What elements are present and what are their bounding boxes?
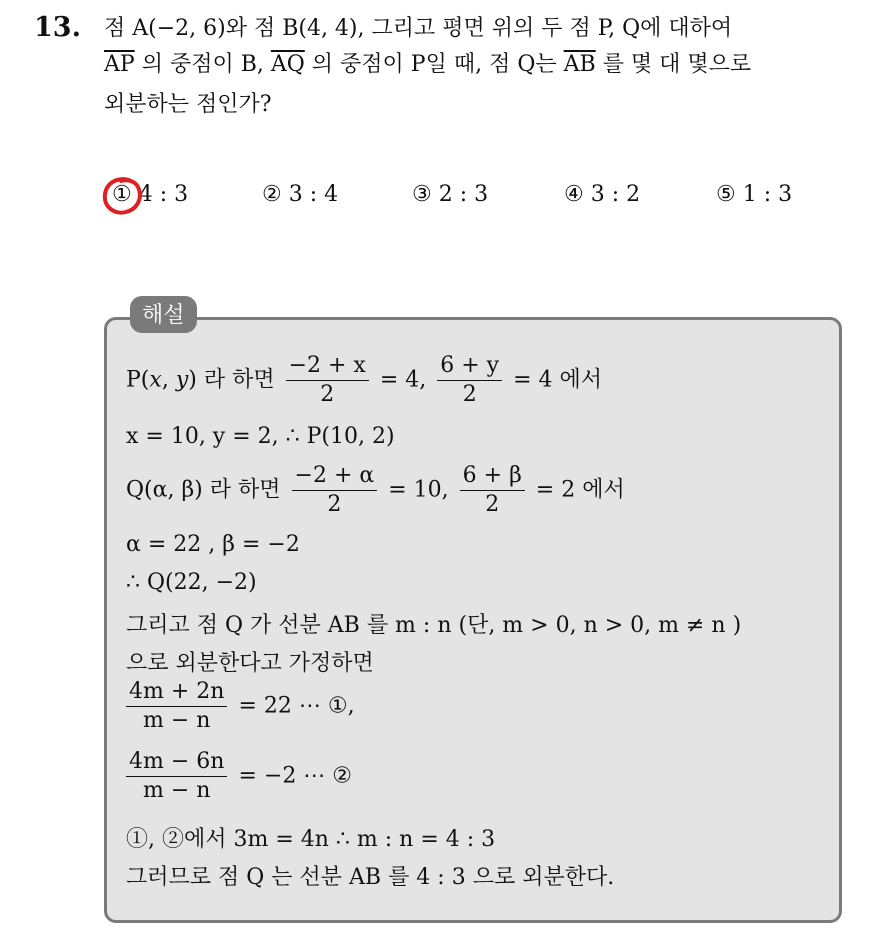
text: = 4 에서 — [513, 367, 603, 393]
text: ) 라 하면 — [188, 367, 275, 393]
segment-ab: $\overline{AB}$ — [563, 52, 596, 77]
choice-1[interactable]: ① 4 : 3 — [112, 182, 189, 207]
numerator: 4m − 6n — [126, 748, 227, 777]
denominator: 2 — [462, 382, 477, 407]
solution-label: 해설 — [130, 296, 197, 333]
solution-line-9 — [126, 748, 352, 805]
fraction — [437, 352, 502, 409]
choice-3[interactable]: ③ 2 : 3 — [412, 182, 489, 207]
choice-2[interactable]: ② 3 : 4 — [262, 182, 339, 207]
question-line-1: 점 A(−2, 6)와 점 B(4, 4), 그리고 평면 위의 두 점 P, Q에 대하여 — [104, 16, 733, 41]
text: = −2 ⋯ ② — [238, 763, 353, 789]
text: , — [161, 367, 176, 393]
solution-line-6: 그리고 점 Q 가 선분 AB 를 m : n (단, m > 0, n > 0, m ≠ n ) — [126, 613, 742, 638]
question-line-2 — [104, 50, 751, 80]
solution-line-4: α = 22 , β = −2 — [126, 532, 300, 557]
solution-line-7: 으로 외분한다고 가정하면 — [126, 651, 374, 676]
text: = 2 에서 — [535, 477, 625, 503]
choice-4[interactable]: ④ 3 : 2 — [564, 182, 641, 207]
denominator: m − n — [143, 708, 211, 733]
numerator: 6 + β — [460, 462, 525, 491]
denominator: 2 — [327, 492, 342, 517]
question-text: 를 몇 대 몇으로 — [602, 52, 752, 77]
denominator: 2 — [320, 382, 335, 407]
fraction — [460, 462, 525, 519]
text: Q(α, β) 라 하면 — [126, 477, 281, 503]
fraction — [292, 462, 378, 519]
solution-line-3 — [126, 462, 625, 519]
question-text: 의 중점이 P일 때, 점 Q는 — [311, 52, 557, 77]
text: = 10, — [388, 477, 449, 503]
numerator: 4m + 2n — [126, 678, 227, 707]
answer-circle-mark — [101, 175, 145, 217]
question-text: 의 중점이 B, — [141, 52, 264, 77]
solution-line-11: 그러므로 점 Q 는 선분 AB 를 4 : 3 으로 외분한다. — [126, 865, 615, 890]
numerator: −2 + α — [292, 462, 378, 491]
segment-ap: $\overline{AP}$ — [104, 52, 135, 77]
solution-line-5: ∴ Q(22, −2) — [126, 570, 257, 595]
fraction — [126, 748, 227, 805]
fraction — [286, 352, 369, 409]
var-y: y — [175, 367, 189, 393]
segment-aq: $\overline{AQ}$ — [270, 52, 305, 77]
denominator: 2 — [485, 492, 500, 517]
solution-line-2: x = 10, y = 2, ∴ P(10, 2) — [126, 424, 395, 449]
solution-line-10: ①, ②에서 3m = 4n ∴ m : n = 4 : 3 — [126, 827, 496, 852]
solution-line-8 — [126, 678, 355, 735]
fraction — [126, 678, 227, 735]
choice-5[interactable]: ⑤ 1 : 3 — [716, 182, 793, 207]
solution-line-1 — [126, 352, 602, 409]
text: P( — [126, 367, 150, 393]
var-x: x — [149, 367, 162, 393]
question-number: 13. — [34, 12, 81, 43]
question-line-3: 외분하는 점인가? — [104, 92, 272, 117]
text: = 4, — [379, 367, 427, 393]
numerator: −2 + x — [286, 352, 369, 381]
denominator: m − n — [143, 778, 211, 803]
text: = 22 ⋯ ①, — [238, 693, 355, 719]
numerator: 6 + y — [437, 352, 502, 381]
